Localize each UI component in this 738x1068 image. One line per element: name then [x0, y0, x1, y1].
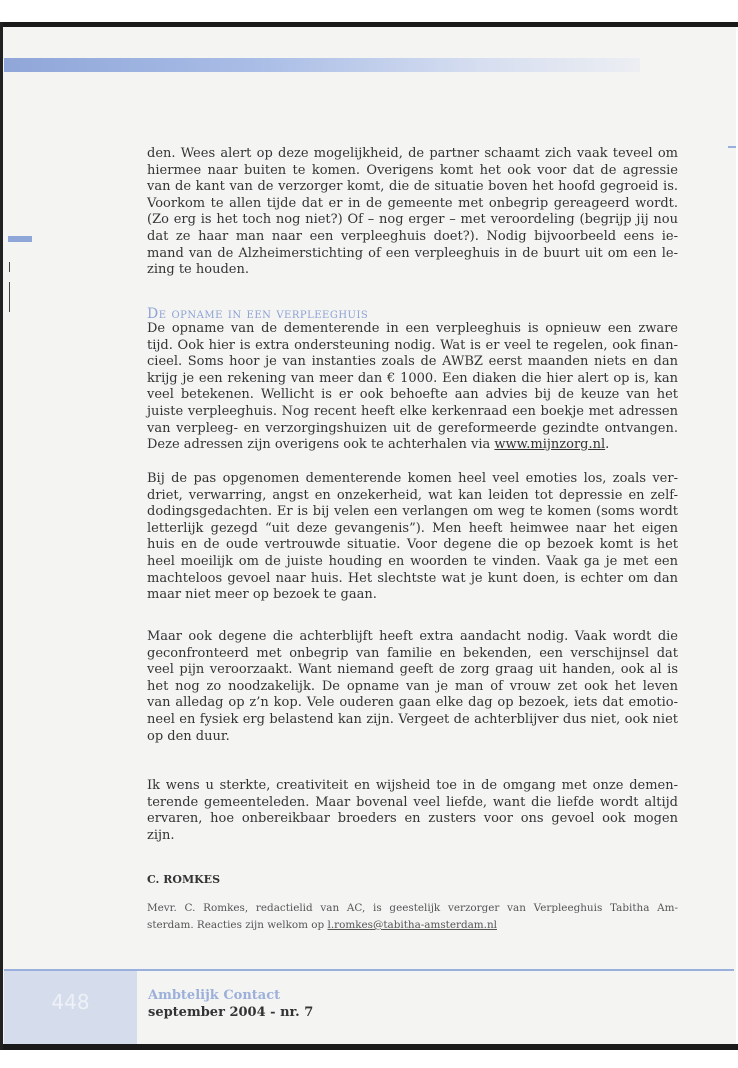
text-line: zijn.: [147, 827, 175, 843]
paragraph-5: [147, 778, 678, 844]
text-line: machteloos gevoel naar huis. Het slechtste wat je kunt doen, is echter om dan: [147, 570, 678, 586]
email-link[interactable]: l.romkes@tabitha-amsterdam.nl: [327, 919, 497, 931]
author-note: [147, 900, 678, 934]
text-line: neel en fysiek erg belastend kan zijn. Vergeet de achterblijver dus niet, ook niet: [147, 711, 678, 727]
website-link[interactable]: www.mijnzorg.nl: [494, 437, 606, 453]
text-line: terende gemeenteleden. Maar bovenal veel liefde, want die liefde wordt altijd: [147, 794, 678, 810]
text-line: mand van de Alzheimerstichting of een verpleeghuis in de buurt uit om een le-: [147, 245, 678, 261]
text-line: (Zo erg is het toch nog niet?) Of – nog erger – met veroordeling (begrijp jij nou: [147, 212, 678, 228]
text-line: Bij de pas opgenomen dementerende komen heel veel emoties los, zoals ver-: [147, 471, 678, 486]
text-line: Maar ook degene die achterblijft heeft extra aandacht nodig. Vaak wordt die: [147, 629, 678, 644]
text-line: van alledag op z’n kop. Vele ouderen gaan elke dag op bezoek, iets dat emotio-: [147, 695, 678, 711]
text-line: letterlijk gezegd “uit deze gevangenis”). Men heeft heimwee naar het eigen: [147, 520, 678, 536]
magazine-title: Ambtelijk Contact: [148, 988, 281, 1003]
text-line: maar niet meer op bezoek te gaan.: [147, 587, 377, 603]
text-line: huis en de oude vertrouwde situatie. Voor degene die op bezoek komt is het: [147, 537, 678, 553]
text-line: driet, verwarring, angst en onzekerheid, wat kan leiden tot depressie en zelf-: [147, 487, 678, 503]
margin-marker: [8, 236, 32, 242]
author-note-line: Mevr. C. Romkes, redactielid van AC, is geestelijk verzorger van Verpleeghuis Tabitha Am-: [147, 902, 678, 914]
margin-rule: [9, 262, 10, 272]
margin-rule: [9, 282, 10, 312]
paragraph-1: [147, 146, 678, 279]
text-line: cieel. Soms hoor je van instanties zoals de AWBZ eerst maanden niets en dan: [147, 354, 678, 370]
header-band: [4, 58, 640, 72]
text-line: veel pijn veroorzaakt. Want niemand geeft de zorg graag uit handen, ook al is: [147, 662, 678, 678]
author-signature: C. ROMKES: [147, 873, 221, 886]
page-number: 448: [51, 990, 90, 1014]
paragraph-4: [147, 629, 678, 745]
text-line: krijg je een rekening van meer dan € 1000. Een diaken die hier alert op is, kan: [147, 370, 678, 386]
scan-border-left: [0, 22, 3, 1050]
text-line: op den duur.: [147, 728, 230, 744]
text-line: Ik wens u sterkte, creativiteit en wijsheid toe in de omgang met onze demen-: [147, 778, 678, 793]
paragraph-2: [147, 321, 678, 454]
text-line: De opname van de dementerende in een verpleeghuis is opnieuw een zware: [147, 321, 678, 336]
text-line: dodingsgedachten. Er is bij velen een verlangen om weg te komen (soms wordt: [147, 504, 678, 520]
text-line: het nog zo noodzakelijk. De opname van je man of vrouw zet ook het leven: [147, 678, 678, 694]
section-heading: De opname in een verpleeghuis: [147, 306, 369, 322]
author-note-line: [147, 917, 678, 934]
scan-border-top: [0, 22, 738, 27]
text-line: dat ze haar man naar een verpleeghuis doet?). Nodig bijvoorbeeld eens ie-: [147, 228, 678, 244]
text-line: juiste verpleeghuis. Nog recent heeft elke kerkenraad een boekje met adressen: [147, 403, 678, 419]
text-line: tijd. Ook hier is extra ondersteuning nodig. Wat is er veel te regelen, ook finan-: [147, 337, 678, 353]
text-line: ervaren, hoe onbereikbaar broeders en zusters voor ons gevoel ook mogen: [147, 811, 678, 827]
author-note-text: sterdam. Reacties zijn welkom op: [147, 919, 328, 931]
text-line: Deze adressen zijn overigens ook te achterhalen via www.mijnzorg.nl.: [147, 437, 610, 453]
issue-info: september 2004 - nr. 7: [148, 1005, 314, 1020]
text-line: geconfronteerd met onbegrip van familie en bekenden, een verschijnsel dat: [147, 645, 678, 661]
text-line: heel moeilijk om de juiste houding en woorden te vinden. Vaak ga je met een: [147, 553, 678, 569]
text-line: zing te houden.: [147, 262, 249, 278]
text-line: hiermee naar buiten te komen. Overigens komt het ook voor dat de agressie: [147, 162, 678, 178]
text-line: den. Wees alert op deze mogelijkheid, de partner schaamt zich vaak teveel om: [147, 146, 678, 161]
text-line: veel betekenen. Wellicht is er ook behoefte aan advies bij de keuze van het: [147, 387, 678, 403]
scan-border-bottom: [0, 1044, 738, 1050]
text-line: Voorkom te allen tijde dat er in de gemeente met onbegrip gereageerd wordt.: [147, 195, 678, 211]
paragraph-3: [147, 471, 678, 604]
margin-marker-right: [728, 146, 736, 148]
text-line: van de kant van de verzorger komt, die de situatie boven het hoofd gegroeid is.: [147, 179, 678, 195]
text-line: van verpleeg- en verzorgingshuizen uit de gereformeerde gezindte ontvangen.: [147, 420, 678, 436]
